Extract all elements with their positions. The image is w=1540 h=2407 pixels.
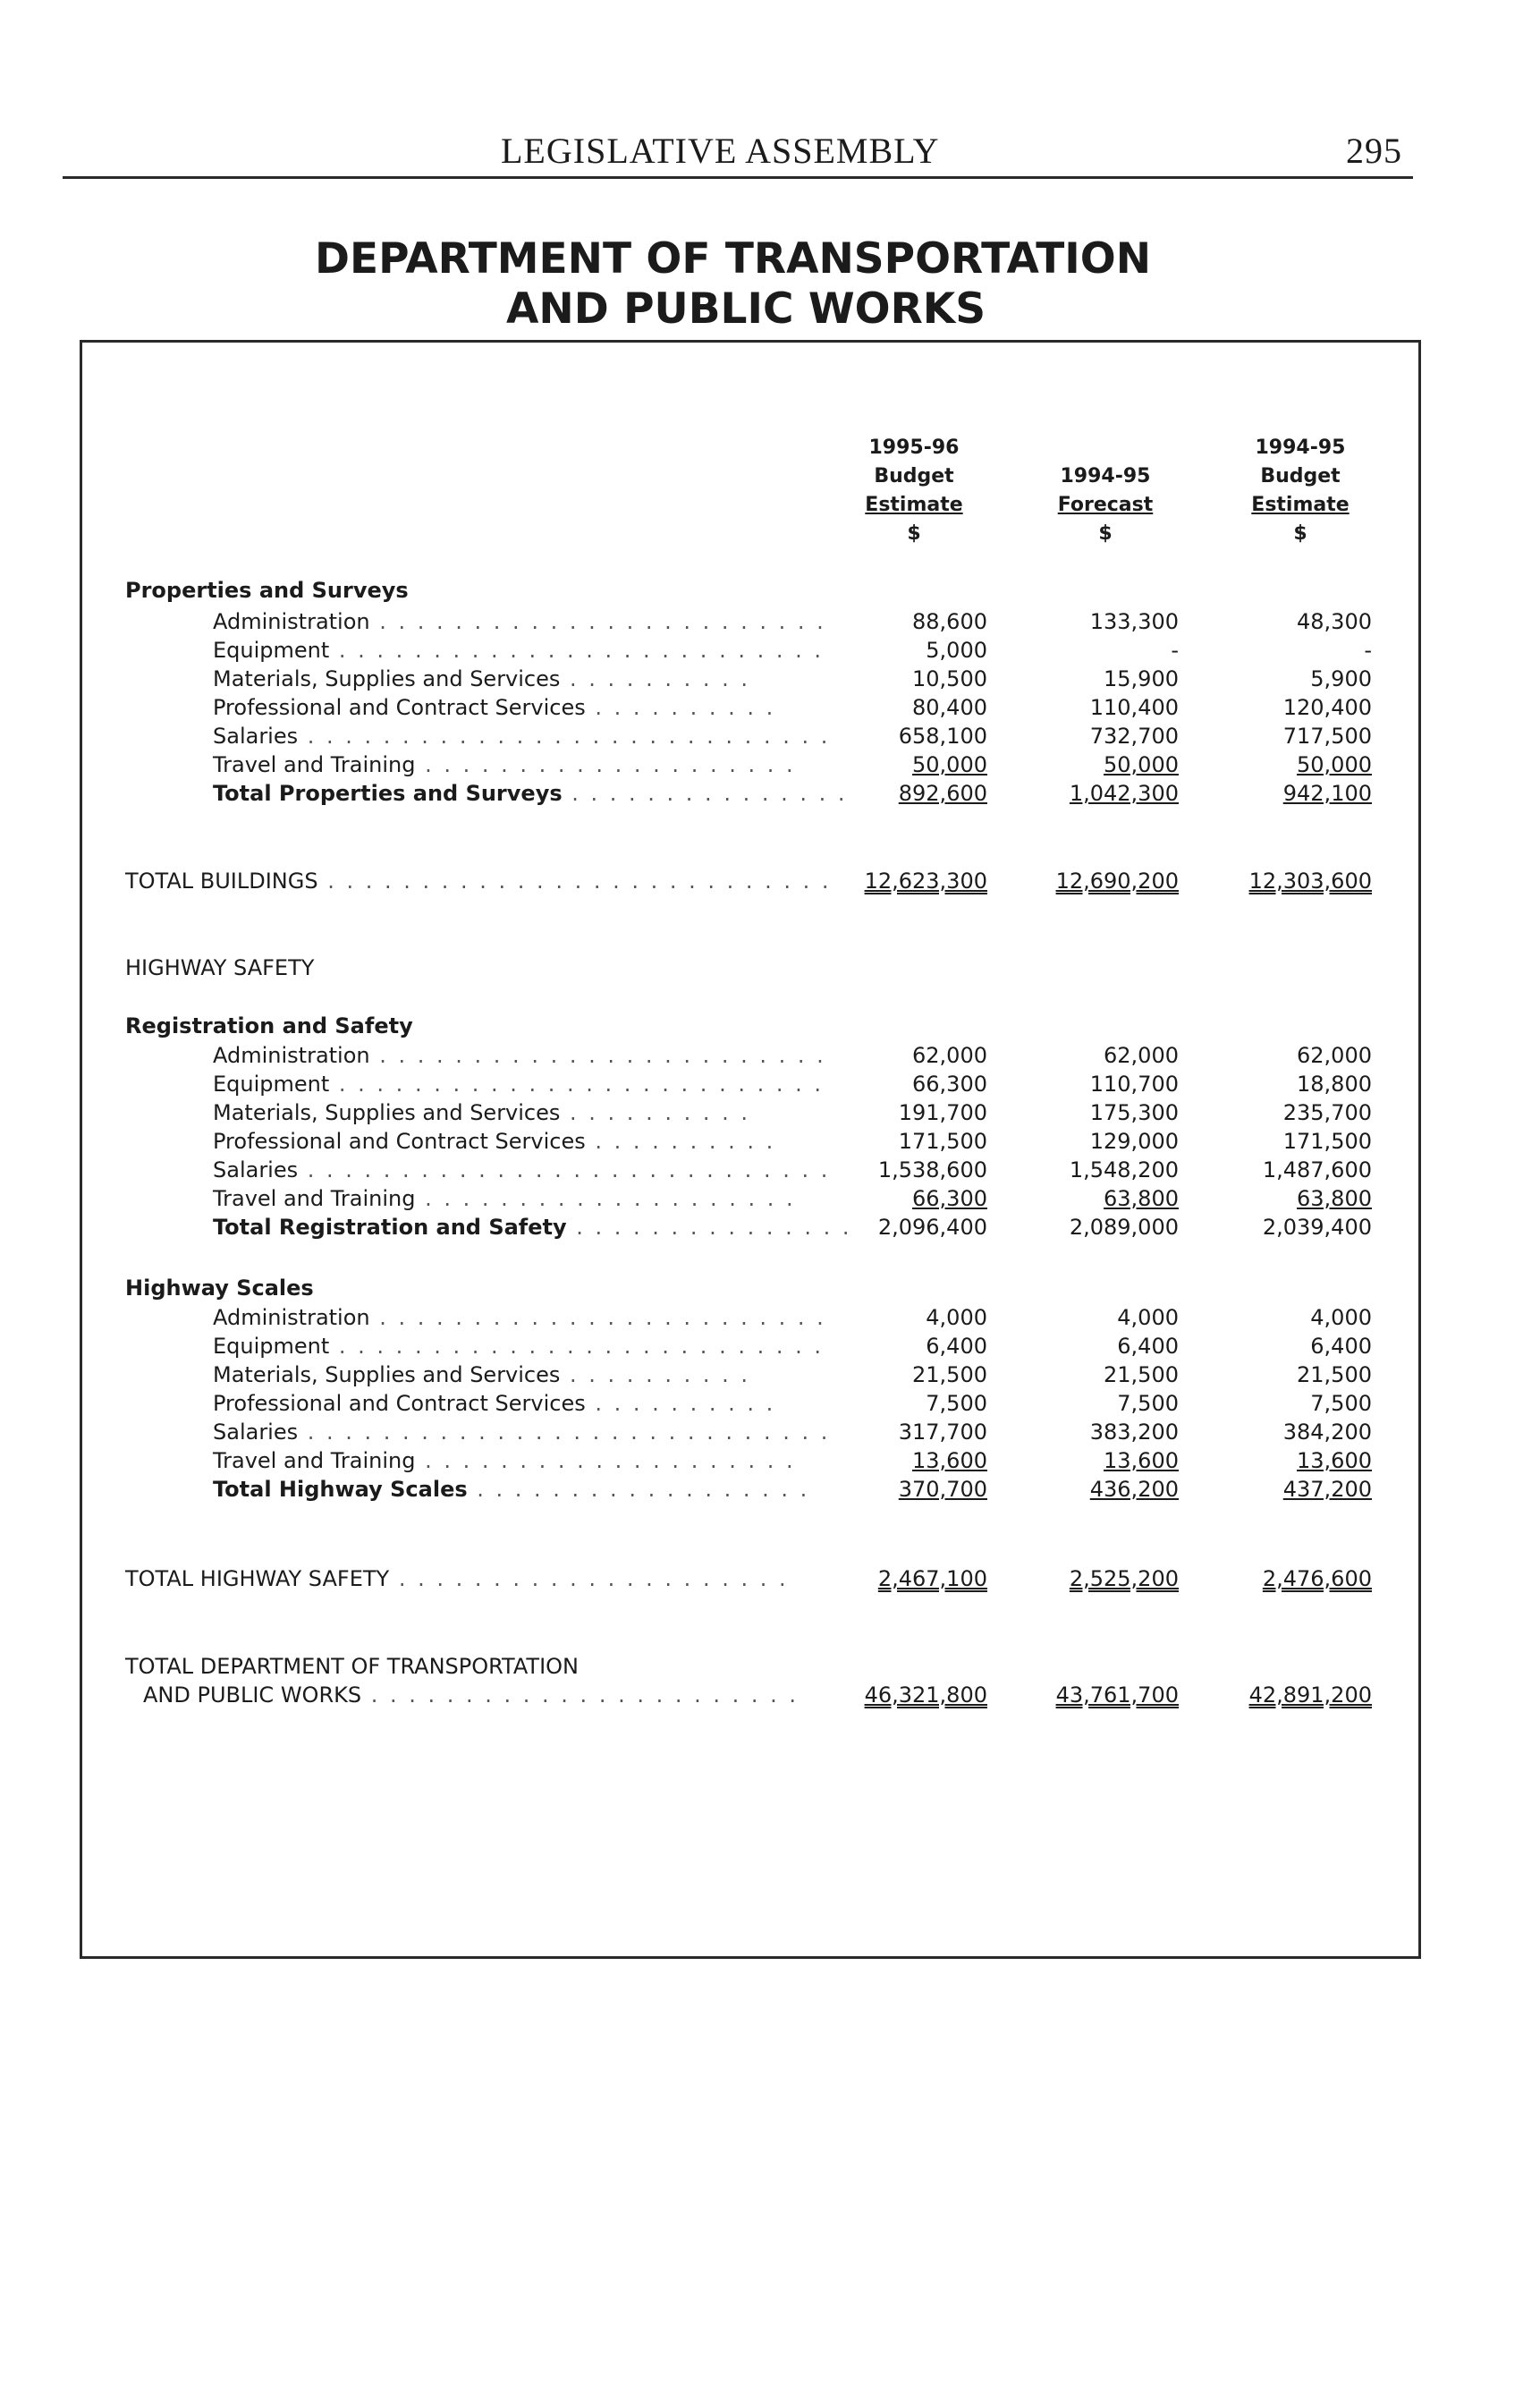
scales-row-value: 21,500 <box>912 1362 987 1387</box>
scales-row-label: Professional and Contract Services . . . . . . . . . . <box>213 1391 776 1416</box>
scales-row-value: 4,000 <box>1310 1305 1372 1330</box>
column-header-1 <box>833 434 994 548</box>
registration-row-value: 191,700 <box>898 1100 987 1125</box>
highway-safety-heading: HIGHWAY SAFETY <box>125 955 315 980</box>
department-title-line2: AND PUBLIC WORKS <box>506 284 986 334</box>
registration-row-value: 62,000 <box>1297 1043 1372 1068</box>
registration-row-value: 63,800 <box>1297 1186 1372 1211</box>
scales-row-value: 383,200 <box>1089 1420 1179 1445</box>
properties-total-value: 892,600 <box>898 781 987 806</box>
registration-total-label: Total Registration and Safety . . . . . . . . . . . . . . . <box>213 1215 852 1240</box>
registration-row-value: 18,800 <box>1297 1072 1372 1097</box>
scales-row-value: 4,000 <box>926 1305 987 1330</box>
properties-row-value: 717,500 <box>1282 724 1372 749</box>
column-header-2 <box>1025 434 1186 548</box>
running-head-title: LEGISLATIVE ASSEMBLY <box>501 131 940 171</box>
column-1-unit: $ <box>907 522 921 545</box>
total-department-label-line2: AND PUBLIC WORKS . . . . . . . . . . . . . . . . . . . . . . . <box>143 1682 800 1708</box>
scales-row-value: 13,600 <box>1297 1448 1372 1473</box>
properties-row-value: 50,000 <box>1104 752 1179 777</box>
registration-row-label: Professional and Contract Services . . . . . . . . . . <box>213 1129 776 1154</box>
total-buildings-value: 12,690,200 <box>1055 869 1179 894</box>
column-1-kind: Budget <box>874 465 954 487</box>
registration-total-value: 2,039,400 <box>1262 1215 1372 1240</box>
scales-row-label: Salaries . . . . . . . . . . . . . . . . . . . . . . . . . . . . <box>213 1420 831 1445</box>
properties-row-label: Professional and Contract Services . . . . . . . . . . <box>213 695 776 720</box>
scales-total-value: 437,200 <box>1282 1477 1372 1502</box>
properties-row-label: Travel and Training . . . . . . . . . . . . . . . . . . . . <box>213 752 796 777</box>
page-number: 295 <box>1346 131 1402 171</box>
scales-row-value: 21,500 <box>1297 1362 1372 1387</box>
properties-row-label: Materials, Supplies and Services . . . . . . . . . . <box>213 666 750 691</box>
column-2-year <box>1025 434 1186 462</box>
scales-row-value: 7,500 <box>1117 1391 1179 1416</box>
total-highway-safety-value: 2,476,600 <box>1262 1566 1372 1591</box>
registration-row-label: Salaries . . . . . . . . . . . . . . . . . . . . . . . . . . . . <box>213 1157 831 1182</box>
registration-total-value: 2,096,400 <box>877 1215 987 1240</box>
scales-row-value: 4,000 <box>1117 1305 1179 1330</box>
total-buildings-label: TOTAL BUILDINGS . . . . . . . . . . . . . . . . . . . . . . . . . . . <box>125 869 832 894</box>
properties-total-label: Total Properties and Surveys . . . . . . . . . . . . . . . <box>213 781 848 806</box>
registration-row-label: Equipment . . . . . . . . . . . . . . . . . . . . . . . . . . <box>213 1072 824 1097</box>
registration-row-label: Materials, Supplies and Services . . . . . . . . . . <box>213 1100 750 1125</box>
properties-row-value: - <box>1364 638 1372 663</box>
registration-row-value: 1,548,200 <box>1069 1157 1179 1182</box>
registration-row-value: 235,700 <box>1282 1100 1372 1125</box>
registration-total-value: 2,089,000 <box>1069 1215 1179 1240</box>
properties-row-label: Salaries . . . . . . . . . . . . . . . . . . . . . . . . . . . . <box>213 724 831 749</box>
properties-row-value: 120,400 <box>1282 695 1372 720</box>
scales-total-value: 436,200 <box>1089 1477 1179 1502</box>
properties-total-value: 1,042,300 <box>1069 781 1179 806</box>
scales-row-value: 21,500 <box>1104 1362 1179 1387</box>
properties-row-value: 658,100 <box>898 724 987 749</box>
registration-row-label: Administration . . . . . . . . . . . . . . . . . . . . . . . . <box>213 1043 826 1068</box>
properties-row-value: 50,000 <box>1297 752 1372 777</box>
properties-row-label: Equipment . . . . . . . . . . . . . . . . . . . . . . . . . . <box>213 638 824 663</box>
properties-row-value: 732,700 <box>1089 724 1179 749</box>
column-2-basis: Forecast <box>1057 494 1154 516</box>
scales-row-label: Travel and Training . . . . . . . . . . . . . . . . . . . . <box>213 1448 796 1473</box>
scales-row-value: 6,400 <box>926 1334 987 1359</box>
section-heading-registration: Registration and Safety <box>125 1013 413 1038</box>
column-header-3 <box>1220 434 1381 548</box>
total-highway-safety-value: 2,525,200 <box>1069 1566 1179 1591</box>
scales-row-value: 7,500 <box>926 1391 987 1416</box>
properties-row-value: 110,400 <box>1089 695 1179 720</box>
properties-row-value: 15,900 <box>1104 666 1179 691</box>
registration-row-value: 175,300 <box>1089 1100 1179 1125</box>
total-department-value: 43,761,700 <box>1055 1682 1179 1708</box>
scales-row-label: Materials, Supplies and Services . . . . . . . . . . <box>213 1362 750 1387</box>
column-2-kind: 1994-95 <box>1060 465 1151 487</box>
header-rule <box>63 176 1413 179</box>
total-highway-safety-label: TOTAL HIGHWAY SAFETY . . . . . . . . . . . . . . . . . . . . . <box>125 1566 789 1591</box>
registration-row-value: 62,000 <box>1104 1043 1179 1068</box>
scales-row-value: 7,500 <box>1310 1391 1372 1416</box>
registration-row-value: 66,300 <box>912 1072 987 1097</box>
total-highway-safety-value: 2,467,100 <box>877 1566 987 1591</box>
scales-total-value: 370,700 <box>898 1477 987 1502</box>
total-buildings-value: 12,303,600 <box>1248 869 1372 894</box>
column-1-year: 1995-96 <box>868 436 960 459</box>
properties-row-value: - <box>1171 638 1179 663</box>
scales-row-value: 317,700 <box>898 1420 987 1445</box>
total-buildings-value: 12,623,300 <box>864 869 987 894</box>
registration-row-value: 1,487,600 <box>1262 1157 1372 1182</box>
properties-row-value: 88,600 <box>912 609 987 634</box>
column-3-kind: Budget <box>1260 465 1341 487</box>
registration-row-value: 66,300 <box>912 1186 987 1211</box>
column-2-unit: $ <box>1098 522 1113 545</box>
registration-row-value: 110,700 <box>1089 1072 1179 1097</box>
scales-row-value: 6,400 <box>1310 1334 1372 1359</box>
scales-row-label: Equipment . . . . . . . . . . . . . . . . . . . . . . . . . . <box>213 1334 824 1359</box>
scales-row-value: 13,600 <box>1104 1448 1179 1473</box>
scales-row-value: 6,400 <box>1117 1334 1179 1359</box>
properties-row-value: 133,300 <box>1089 609 1179 634</box>
scales-row-label: Administration . . . . . . . . . . . . . . . . . . . . . . . . <box>213 1305 826 1330</box>
scales-row-value: 384,200 <box>1282 1420 1372 1445</box>
registration-row-value: 63,800 <box>1104 1186 1179 1211</box>
properties-total-value: 942,100 <box>1282 781 1372 806</box>
properties-row-value: 5,000 <box>926 638 987 663</box>
column-3-year: 1994-95 <box>1255 436 1346 459</box>
properties-row-label: Administration . . . . . . . . . . . . . . . . . . . . . . . . <box>213 609 826 634</box>
department-title-line1: DEPARTMENT OF TRANSPORTATION <box>315 234 1152 284</box>
registration-row-label: Travel and Training . . . . . . . . . . . . . . . . . . . . <box>213 1186 796 1211</box>
total-department-value: 46,321,800 <box>864 1682 987 1708</box>
registration-row-value: 62,000 <box>912 1043 987 1068</box>
properties-row-value: 50,000 <box>912 752 987 777</box>
column-1-basis: Estimate <box>865 494 963 516</box>
section-heading-properties: Properties and Surveys <box>125 578 409 603</box>
properties-row-value: 48,300 <box>1297 609 1372 634</box>
scales-row-value: 13,600 <box>912 1448 987 1473</box>
registration-row-value: 129,000 <box>1089 1129 1179 1154</box>
properties-row-value: 5,900 <box>1310 666 1372 691</box>
section-heading-scales: Highway Scales <box>125 1276 314 1301</box>
column-3-unit: $ <box>1293 522 1307 545</box>
registration-row-value: 171,500 <box>1282 1129 1372 1154</box>
properties-row-value: 10,500 <box>912 666 987 691</box>
column-3-basis: Estimate <box>1251 494 1350 516</box>
registration-row-value: 1,538,600 <box>877 1157 987 1182</box>
total-department-value: 42,891,200 <box>1248 1682 1372 1708</box>
total-department-label-line1: TOTAL DEPARTMENT OF TRANSPORTATION <box>125 1654 579 1679</box>
scales-total-label: Total Highway Scales . . . . . . . . . . . . . . . . . . <box>213 1477 810 1502</box>
properties-row-value: 80,400 <box>912 695 987 720</box>
registration-row-value: 171,500 <box>898 1129 987 1154</box>
